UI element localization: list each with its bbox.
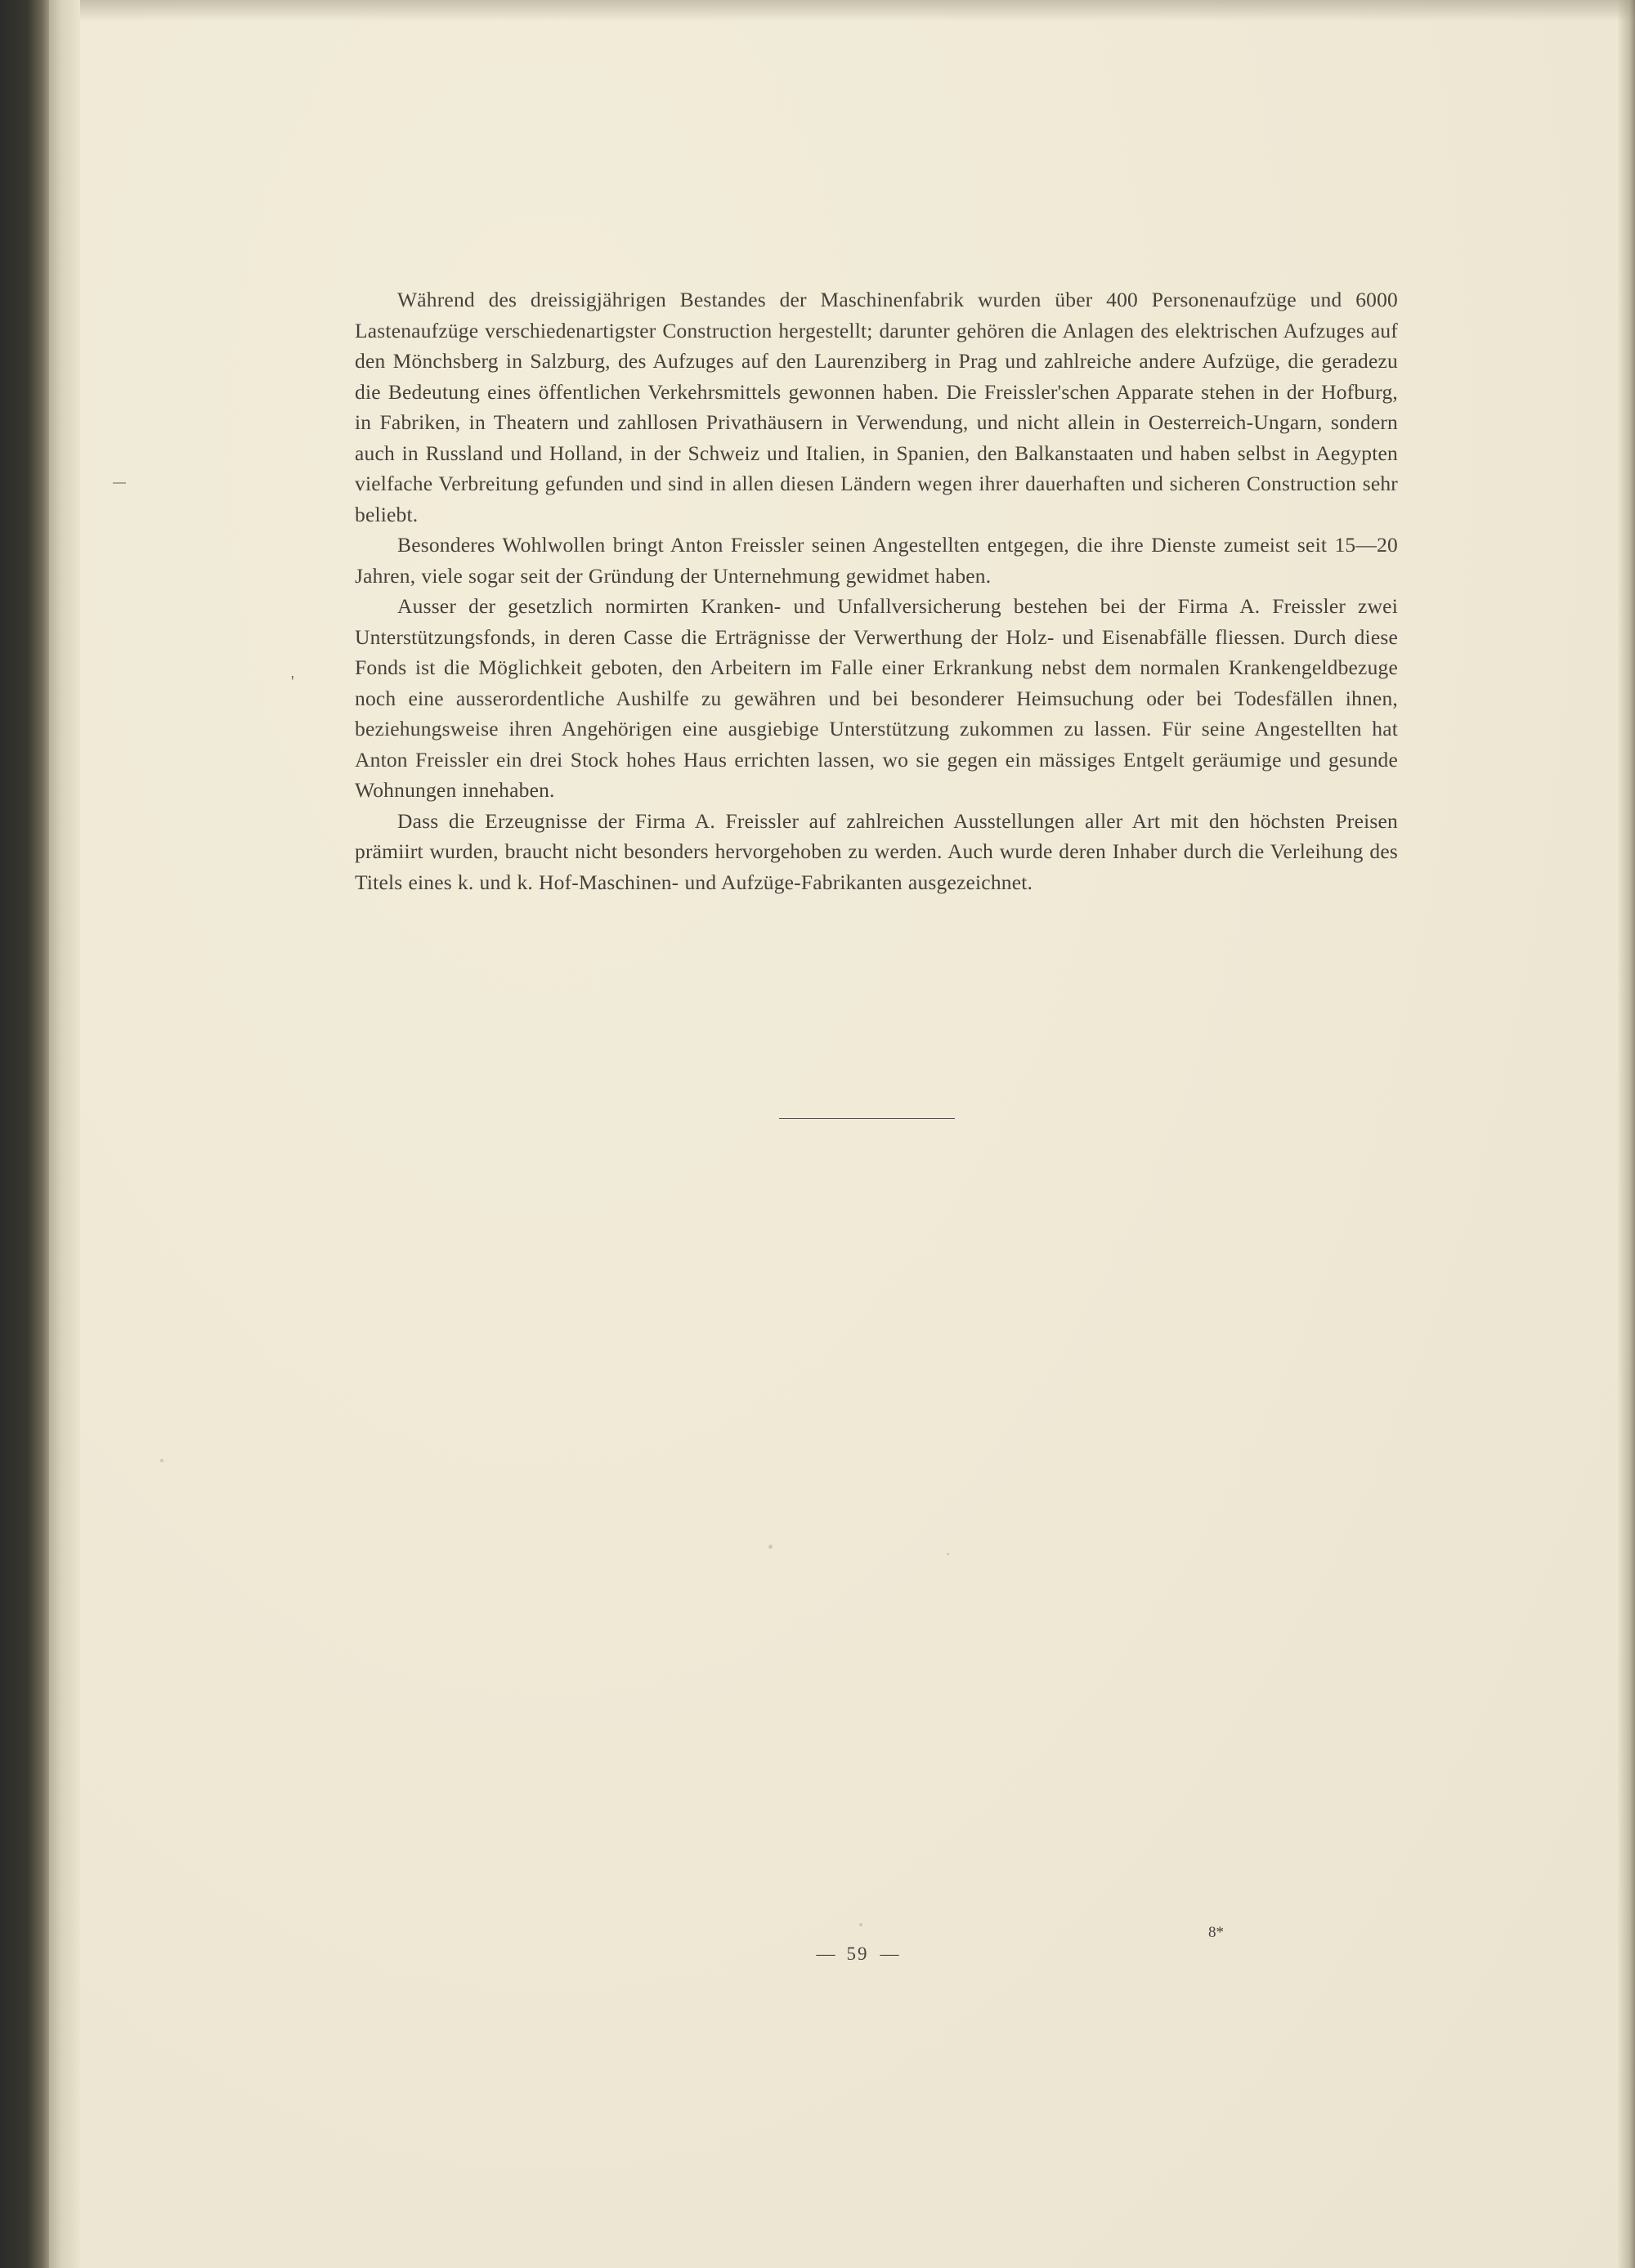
- page-edge-mark: [113, 482, 126, 484]
- paper-speck: [768, 1545, 773, 1549]
- paper-top-shadow: [80, 0, 1635, 21]
- book-gutter-shadow: [0, 0, 49, 2268]
- folio-dash-right: —: [880, 1944, 899, 1964]
- paper-right-edge: [1617, 0, 1635, 2268]
- marginal-mark: ': [291, 673, 294, 691]
- paragraph-3: Ausser der gesetzlich normirten Kranken- und Unfallversicherung bestehen bei der Firma A. Freissler zwei Unterstützungsfonds, in deren Casse die Erträgnisse der Verwerthung der Holz- und Eisenabfälle fliessen. Durch diese Fonds ist die Möglichkeit geboten, den Arbeitern im Falle einer Erkrankung nebst dem normalen Krankengeldbezuge noch eine ausserordentliche Aushilfe zu gewähren und bei besonderer Heimsuchung oder bei Todesfällen ihnen, beziehungsweise ihren Angehörigen eine ausgiebige Unterstützung zukommen zu lassen. Für seine Angestellten hat Anton Freissler ein drei Stock hohes Haus errichten lassen, wo sie gegen ein mässiges Entgelt geräumige und gesunde Wohnungen innehaben.: [355, 594, 1398, 802]
- folio-dash-left: —: [816, 1944, 835, 1964]
- page-footer: [80, 1944, 1635, 1965]
- signature-mark: 8*: [1208, 1924, 1224, 1941]
- body-text: [355, 284, 1398, 897]
- book-fold: [49, 0, 80, 2268]
- paper-surface: [80, 0, 1635, 2268]
- paragraph-4: Dass die Erzeugnisse der Firma A. Freissler auf zahlreichen Ausstellungen aller Art mit den höchsten Preisen prämiirt wurden, braucht nicht besonders hervorgehoben zu werden. Auch wurde deren Inhaber durch die Verleihung des Titels eines k. und k. Hof-Maschinen- und Aufzüge-Fabrikanten ausgezeichnet.: [355, 808, 1398, 894]
- paragraph-1: Während des dreissigjährigen Bestandes der Maschinenfabrik wurden über 400 Personenaufzüge und 6000 Lastenaufzüge verschiedenartigster Construction hergestellt; darunter gehören die Anlagen des elektrischen Aufzuges auf den Mönchsberg in Salzburg, des Aufzuges auf den Laurenziberg in Prag und zahlreiche andere Aufzüge, die geradezu die Bedeutung eines öffentlichen Verkehrsmittels gewonnen haben. Die Freissler'schen Apparate stehen in der Hofburg, in Fabriken, in Theatern und zahllosen Privathäusern in Verwendung, und nicht allein in Oesterreich-Ungarn, sondern auch in Russland und Holland, in der Schweiz und Italien, in Spanien, den Balkanstaaten und haben selbst in Aegypten vielfache Verbreitung gefunden und sind in allen diesen Ländern wegen ihrer dauerhaften und sicheren Construction sehr beliebt.: [355, 288, 1398, 526]
- paper-speck: [859, 1923, 862, 1926]
- page-number: 59: [846, 1944, 869, 1964]
- paragraph-2: Besonderes Wohlwollen bringt Anton Freissler seinen Angestellten entgegen, die ihre Dienste zumeist seit 15—20 Jahren, viele sogar seit der Gründung der Unternehmung gewidmet haben.: [355, 533, 1398, 588]
- paper-speck: [947, 1553, 949, 1555]
- section-divider-rule: [779, 1118, 955, 1119]
- paper-speck: [160, 1459, 164, 1462]
